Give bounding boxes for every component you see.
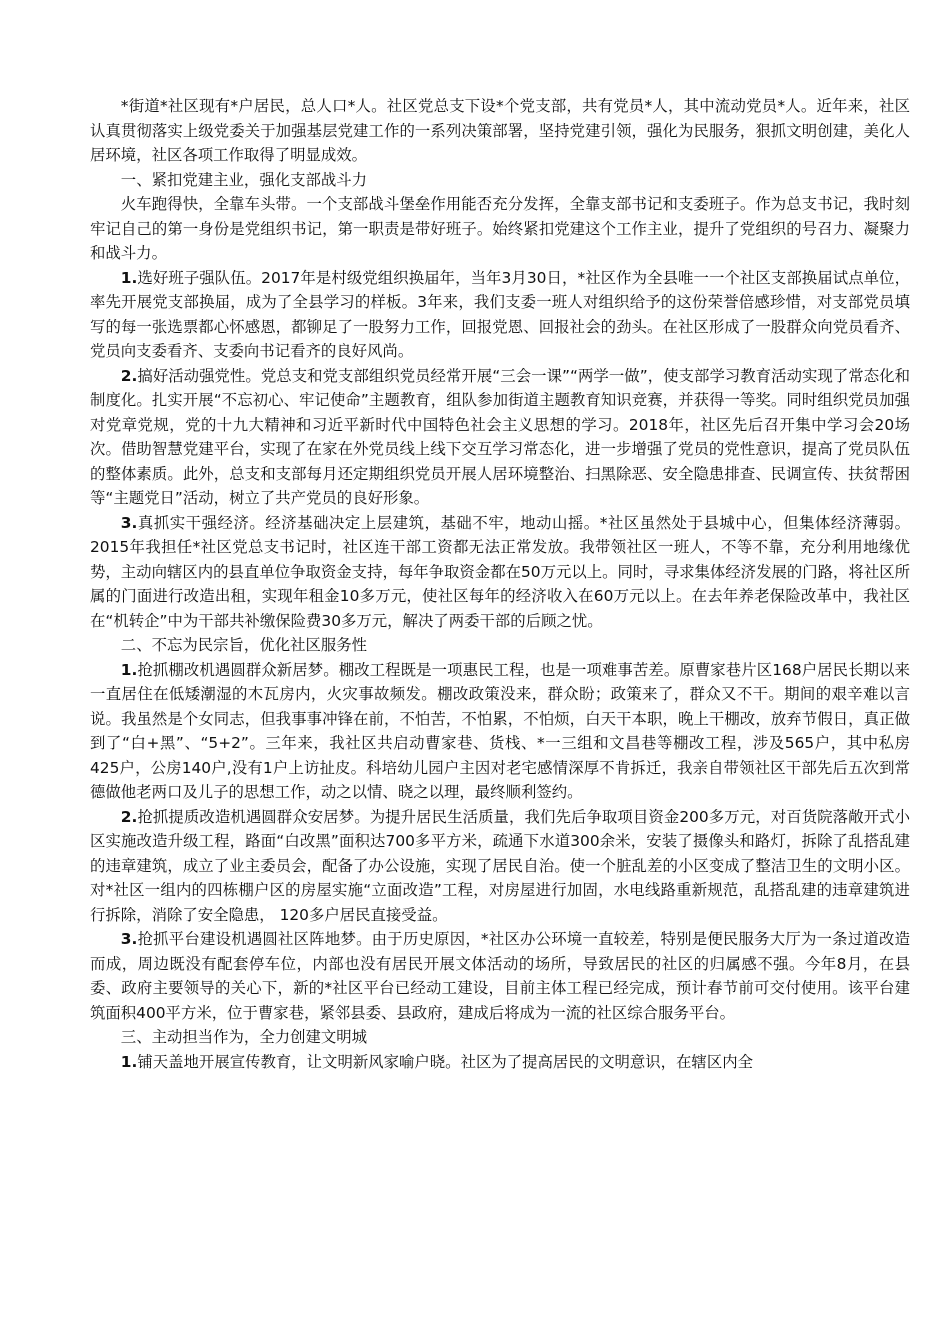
paragraph: 1.铺天盖地开展宣传教育，让文明新风家喻户晓。社区为了提高居民的文明意识，在辖区内全 bbox=[120, 1052, 753, 1071]
item-number: 1. bbox=[120, 268, 138, 287]
intro-paragraph: *街道*社区现有*户居民，总人口*人。社区党总支下设*个党支部，共有党员*人，其中流动党员*人。近年来，社区认真贯彻落实上级党委关于加强基层党建工作的一系列决策部署，坚持党建引领，强化为民服务，狠抓文明创建，美化人居环境，社区各项工作取得了明显成效。 bbox=[90, 97, 910, 164]
paragraph: 火车跑得快，全靠车头带。一个支部战斗堡垒作用能否充分发挥，全靠支部书记和支委班子。作为总支书记，我时刻牢记自己的第一身份是党组织书记，第一职责是带好班子。始终紧扣党建这个工作主业，提升了党组织的号召力、凝聚力和战斗力。 bbox=[90, 195, 910, 262]
section-heading-3: 三、主动担当作为，全力创建文明城 bbox=[120, 1028, 368, 1046]
item-number: 2. bbox=[120, 807, 138, 826]
item-number: 1. bbox=[120, 660, 138, 679]
paragraph: 1.选好班子强队伍。2017年是村级党组织换届年，当年3月30日，*社区作为全县唯一一个社区支部换届试点单位，率先开展党支部换届，成为了全县学习的样板。3年来，我们支委一班人对组织给予的这份荣誉倍感珍惜，对支部党员填写的每一张选票都心怀感恩，都铆足了一股努力工作，回报党恩、回报社会的劲头。在社区形成了一股群众向党员看齐、党员向支委看齐、支委向书记看齐的良好风尚。 bbox=[90, 268, 910, 360]
paragraph: 3.真抓实干强经济。经济基础决定上层建筑，基础不牢，地动山摇。*社区虽然处于县城中心，但集体经济薄弱。2015年我担任*社区党总支书记时，社区连干部工资都无法正常发放。我带领社区一班人，不等不靠，充分利用地缘优势，主动向辖区内的县直单位争取资金支持，每年争取资金都在50万元以上。同时，寻求集体经济发展的门路，将社区所属的门面进行改造出租，实现年租金10多万元，使社区每年的经济收入在60万元以上。在去年养老保险改革中，我社区在“机转企”中为干部共补缴保险费30多万元，解决了两委干部的后顾之忧。 bbox=[90, 513, 910, 630]
item-number: 3. bbox=[120, 930, 138, 948]
item-number: 1. bbox=[120, 1052, 138, 1071]
paragraph: 2.搞好活动强党性。党总支和党支部组织党员经常开展“三会一课”“两学一做”，使支部学习教育活动实现了常态化和制度化。扎实开展“不忘初心、牢记使命”主题教育，组队参加街道主题教育知识竞赛，并获得一等奖。同时组织党员加强对党章党规，党的十九大精神和习近平新时代中国特色社会主义思想的学习。2018年，社区先后召开集中学习会20场次。借助智慧党建平台，实现了在家在外党员线上线下交互学习常态化，进一步增强了党员的党性意识，提高了党员队伍的整体素质。此外，总支和支部每月还定期组织党员开展人居环境整治、扫黑除恶、安全隐患排查、民调宣传、扶贫帮困等“主题党日”活动，树立了共产党员的良好形象。 bbox=[90, 366, 910, 507]
item-number: 3. bbox=[120, 513, 138, 532]
paragraph: 2.抢抓提质改造机遇圆群众安居梦。为提升居民生活质量，我们先后争取项目资金200多万元，对百货院落敞开式小区实施改造升级工程，路面“白改黑”面积达700多平方米，疏通下水道300余米，安装了摄像头和路灯，拆除了乱搭乱建的违章建筑，成立了业主委员会，配备了办公设施，实现了居民自治。使一个脏乱差的小区变成了整洁卫生的文明小区。对*社区一组内的四栋棚户区的房屋实施“立面改造”工程，对房屋进行加固，水电线路重新规范，乱搭乱建的违章建筑进行拆除，消除了安全隐患， 120多户居民直接受益。 bbox=[90, 807, 910, 924]
section-heading-1: 一、紧扣党建主业，强化支部战斗力 bbox=[120, 170, 368, 189]
item-number: 2. bbox=[120, 366, 138, 385]
paragraph: 3.抢抓平台建设机遇圆社区阵地梦。由于历史原因，*社区办公环境一直较差，特别是便民服务大厅为一条过道改造而成，周边既没有配套停车位，内部也没有居民开展文体活动的场所，导致居民的社区的归属感不强。今年8月，在县委、政府主要领导的关心下，新的*社区平台已经动工建设，目前主体工程已经完成，预计春节前可交付使用。该平台建筑面积400平方米，位于曹家巷，紧邻县委、县政府，建成后将成为一流的社区综合服务平台。 bbox=[90, 930, 910, 1022]
section-heading-2: 二、不忘为民宗旨，优化社区服务性 bbox=[120, 636, 368, 654]
paragraph: 1.抢抓棚改机遇圆群众新居梦。棚改工程既是一项惠民工程，也是一项难事苦差。原曹家巷片区168户居民长期以来一直居住在低矮潮湿的木瓦房内，火灾事故频发。棚改政策没来，群众盼；政策来了，群众又不干。期间的艰辛难以言说。我虽然是个女同志，但我事事冲锋在前，不怕苦，不怕累，不怕烦，白天干本职，晚上干棚改，放弃节假日，真正做到了“白+黑”、“5+2”。三年来，我社区共启动曹家巷、货栈、*一三组和文昌巷等棚改工程，涉及565户，其中私房425户，公房140户,没有1户上访扯皮。科培幼儿园户主因对老宅感情深厚不肯拆迁，我亲自带领社区干部先后五次到常德做他老两口及儿子的思想工作，动之以情、晓之以理，最终顺利签约。 bbox=[90, 660, 910, 801]
document-body bbox=[90, 94, 910, 1074]
